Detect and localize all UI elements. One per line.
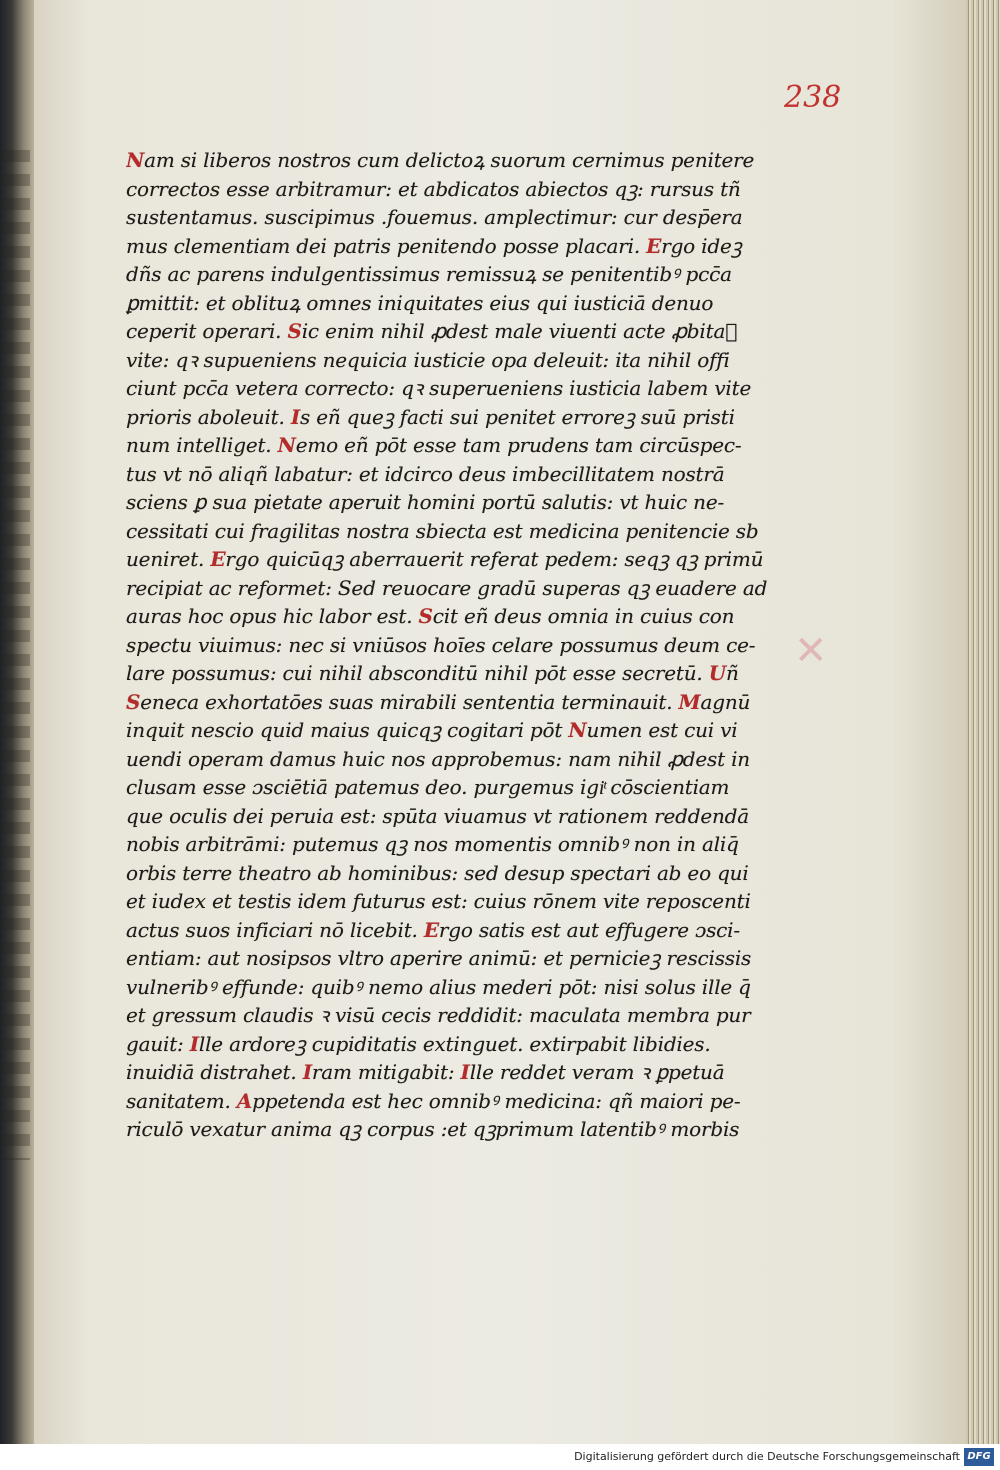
- text-segment: entiam: aut nosipsos vltro aperire animū: et pernicieꝫ rescissis: [126, 946, 752, 970]
- text-segment: spectu viuimus: nec si vniūsos hoīes celare possumus deum ce-: [126, 632, 756, 657]
- text-segment: ñ: [725, 661, 739, 685]
- text-segment: lle ardoreꝫ cupiditatis extinguet. extirpabit libidies.: [198, 1031, 711, 1056]
- text-segment: nobis arbitrāmi: putemus qꝫ nos momentis omnibꝰ non in aliq̄: [126, 832, 739, 856]
- text-segment: s eñ queꝫ facti sui penitet erroreꝫ suū pristi: [299, 404, 735, 429]
- text-line: [126, 773, 838, 802]
- rubricated-initial: N: [126, 148, 145, 172]
- text-segment: umen est cui vi: [586, 718, 738, 742]
- rubricated-initial: I: [290, 404, 300, 429]
- text-line: [126, 802, 838, 831]
- folio-number: 238: [784, 80, 842, 115]
- text-line: [126, 146, 838, 175]
- text-segment: num intelliget.: [126, 433, 278, 457]
- text-segment: clusam esse ɔsciētiā patemus deo. purgemus igiͭ cōscientiam: [126, 775, 730, 799]
- text-line: [126, 232, 838, 261]
- text-segment: vulneribꝰ effunde: quibꝰ nemo alius mederi pōt: nisi solus ille q̄: [126, 974, 751, 999]
- text-line: [126, 574, 838, 603]
- text-segment: correctos esse arbitramur: et abdicatos abiectos qꝫ: rursus tñ: [126, 176, 741, 201]
- text-line: [126, 716, 838, 745]
- rubricated-initial: S: [418, 604, 433, 628]
- text-line: [126, 1115, 838, 1144]
- text-segment: lle reddet veram ꝛ ꝑpetuā: [469, 1060, 725, 1084]
- rubricated-initial: E: [646, 233, 662, 258]
- text-segment: cessitati cui fragilitas nostra sbiecta est medicina penitencie sb: [126, 518, 759, 543]
- rubricated-initial: I: [189, 1031, 199, 1056]
- text-segment: emo eñ pōt esse tam prudens tam circūspec-: [295, 433, 742, 457]
- text-segment: inquit nescio quid maius quicqꝫ cogitari pōt: [126, 718, 569, 742]
- text-line: [126, 887, 838, 916]
- text-segment: sustentamus. suscipimus .fouemus. amplectimur: cur desp̄era: [126, 205, 743, 229]
- text-segment: ciunt pcc̄a vetera correcto: qꝛ superueniens iusticia labem vite: [126, 376, 752, 400]
- text-line: [126, 631, 838, 660]
- text-segment: ꝑmittit: et oblituꝝ omnes iniquitates eius qui iusticiā denuo: [126, 290, 714, 315]
- text-line: [126, 289, 838, 318]
- footer-bar: [0, 1444, 1000, 1470]
- rubricated-initial: E: [210, 547, 226, 571]
- text-block: [126, 146, 838, 1166]
- text-segment: tus vt nō aliqñ labatur: et idcirco deus imbecillitatem nostrā: [126, 461, 725, 486]
- text-line: [126, 1058, 838, 1087]
- rubricated-initial: I: [460, 1060, 470, 1084]
- rubricated-initial: S: [287, 319, 302, 343]
- text-line: [126, 859, 838, 888]
- text-line: [126, 203, 838, 232]
- facing-page-edge: [0, 0, 34, 1444]
- text-line: [126, 830, 838, 859]
- page-stack-edge: [966, 0, 1000, 1444]
- text-segment: que oculis dei peruia est: spūta viuamus vt rationem reddendā: [126, 803, 749, 828]
- text-segment: dñs ac parens indulgentissimus remissuꝝ se penitentibꝰ pcc̄a: [126, 262, 732, 286]
- text-segment: gauit:: [126, 1031, 190, 1056]
- rubricated-initial: N: [277, 433, 296, 457]
- text-line: [126, 745, 838, 774]
- text-segment: ppetenda est hec omnibꝰ medicina: qñ maiori pe-: [252, 1088, 741, 1113]
- text-segment: vite: qꝛ supueniens nequicia iusticie opa deleuit: ita nihil offi: [126, 347, 730, 372]
- text-line: [126, 488, 838, 517]
- text-segment: et iudex et testis idem futurus est: cuius rōnem vite reposcenti: [126, 889, 751, 913]
- text-line: [126, 545, 838, 574]
- text-line: [126, 602, 838, 631]
- rubricated-initial: S: [126, 689, 141, 714]
- text-segment: rgo quicūqꝫ aberrauerit referat pedem: seqꝫ qꝫ primū: [225, 547, 764, 571]
- text-segment: rgo satis est aut effugere ɔsci-: [438, 917, 740, 942]
- text-segment: agnū: [700, 689, 751, 714]
- text-segment: riculō vexatur anima qꝫ corpus :et qꝫprimum latentibꝰ morbis: [126, 1117, 740, 1141]
- text-segment: sanitatem.: [126, 1088, 237, 1113]
- text-segment: ceperit operari.: [126, 319, 288, 343]
- rubricated-initial: I: [302, 1060, 312, 1084]
- text-segment: am si liberos nostros cum delictoꝝ suorum cernimus penitere: [144, 148, 755, 172]
- rubricated-initial: M: [678, 689, 701, 714]
- text-segment: uendi operam damus huic nos approbemus: nam nihil ꝓdest in: [126, 746, 750, 771]
- text-segment: prioris aboleuit.: [126, 404, 291, 429]
- text-segment: inuidiā distrahet.: [126, 1060, 303, 1084]
- text-segment: ueniret.: [126, 547, 211, 571]
- text-line: [126, 346, 838, 375]
- text-line: [126, 659, 838, 688]
- text-line: [126, 1001, 838, 1030]
- text-segment: eneca exhortatōes suas mirabili sententia terminauit.: [140, 689, 679, 714]
- text-segment: ram mitigabit:: [311, 1060, 461, 1084]
- text-line: [126, 517, 838, 546]
- text-segment: rgo ideꝫ: [661, 233, 742, 258]
- text-segment: actus suos inficiari nō licebit.: [126, 917, 424, 942]
- text-segment: cit eñ deus omnia in cuius con: [432, 604, 735, 628]
- facing-page-text-fragment: [2, 150, 30, 1160]
- text-segment: orbis terre theatro ab hominibus: sed desup spectari ab eo qui: [126, 860, 749, 885]
- text-line: [126, 175, 838, 204]
- rubricated-initial: U: [708, 661, 726, 685]
- dfg-logo: DFG: [964, 1448, 994, 1466]
- faded-red-mark: ✕: [794, 628, 828, 674]
- text-segment: recipiat ac reformet: Sed reuocare gradū superas qꝫ euadere ad: [126, 575, 768, 600]
- text-segment: ic enim nihil ꝓdest male viuenti acte ꝓbitaᷣ: [301, 319, 738, 343]
- text-line: [126, 460, 838, 489]
- text-line: [126, 1030, 838, 1059]
- text-segment: sciens ꝑ sua pietate aperuit homini portū salutis: vt huic ne-: [126, 490, 725, 514]
- book-leaf: [34, 0, 966, 1444]
- text-line: [126, 944, 838, 973]
- text-line: [126, 317, 838, 346]
- text-segment: lare possumus: cui nihil absconditū nihil pōt esse secretū.: [126, 661, 709, 685]
- text-segment: auras hoc opus hic labor est.: [126, 604, 419, 628]
- rubricated-initial: A: [236, 1088, 253, 1113]
- text-line: [126, 973, 838, 1002]
- text-segment: et gressum claudis ꝛ visū cecis reddidit: maculata membra pur: [126, 1003, 751, 1027]
- text-line: [126, 688, 838, 717]
- text-line: [126, 403, 838, 432]
- text-line: [126, 1087, 838, 1116]
- rubricated-initial: E: [423, 917, 439, 942]
- text-line: [126, 260, 838, 289]
- footer-credit: Digitalisierung gefördert durch die Deutsche Forschungsgemeinschaft: [574, 1450, 960, 1463]
- text-line: [126, 916, 838, 945]
- text-line: [126, 431, 838, 460]
- rubricated-initial: N: [568, 718, 587, 742]
- text-segment: mus clementiam dei patris penitendo posse placari.: [126, 233, 647, 258]
- text-line: [126, 374, 838, 403]
